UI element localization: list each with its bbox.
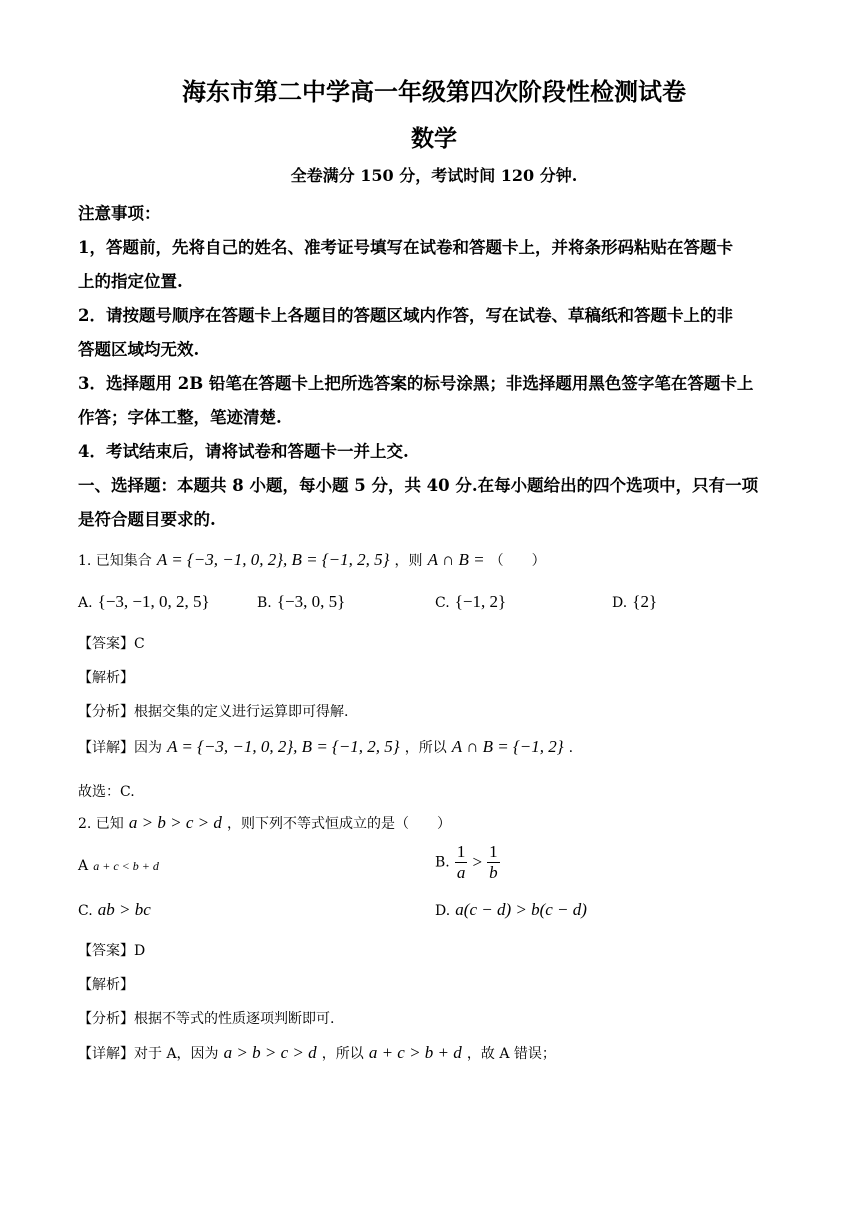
q2-option-b-label: B. xyxy=(435,854,450,871)
q1-choice: 故选：C. xyxy=(78,784,135,800)
q2-suffix: ，则下列不等式恒成立的是（ ） xyxy=(226,816,451,832)
q2-answer: 【答案】D xyxy=(78,943,146,959)
q2-option-d-value: a(c − d) > b(c − d) xyxy=(455,900,587,919)
q1-detail-result: A ∩ B = {−1, 2} xyxy=(451,737,564,756)
note-2-line-2: 答题区域均无效. xyxy=(78,340,200,359)
q2-option-c xyxy=(78,900,151,920)
q1-option-a-label: A. xyxy=(78,595,93,611)
section-1-line-1: 一、选择题：本题共 8 小题，每小题 5 分，共 40 分.在每小题给出的四个选项中，只有一项 xyxy=(78,476,759,495)
q2-option-b-fraction-2 xyxy=(487,842,500,883)
q1-option-c-label: C. xyxy=(435,595,450,611)
q1-option-b-label: B. xyxy=(257,595,272,611)
q2-option-d-label: D. xyxy=(435,903,451,919)
q2-option-a-value: a + c < b + d xyxy=(93,859,159,873)
q1-detail-prefix: 【详解】因为 xyxy=(78,740,162,756)
section-1-line-2: 是符合题目要求的. xyxy=(78,510,216,529)
q1-option-d-value: {2} xyxy=(632,592,658,611)
q2-detail-expression: a + c > b + d xyxy=(368,1043,462,1062)
q1-expression: A ∩ B = xyxy=(427,550,485,569)
q1-option-d-label: D. xyxy=(612,595,628,611)
q1-option-c xyxy=(435,592,506,612)
q2-detail-condition: a > b > c > d xyxy=(223,1043,317,1062)
q1-option-a xyxy=(78,592,210,612)
q2-option-b-gt: > xyxy=(472,852,483,872)
q2-analysis-heading: 【解析】 xyxy=(78,977,134,993)
q1-paren: （ ） xyxy=(489,553,546,569)
q1-mid: ，则 xyxy=(394,553,423,569)
q1-option-b-value: {−3, 0, 5} xyxy=(276,592,346,611)
q1-option-a-value: {−3, −1, 0, 2, 5} xyxy=(97,592,210,611)
notes-heading: 注意事项： xyxy=(78,204,161,223)
q2-detail xyxy=(78,1043,556,1063)
q2-option-a-label: A xyxy=(78,858,89,874)
note-1-line-1: 1，答题前，先将自己的姓名、准考证号填写在试卷和答题卡上，并将条形码粘贴在答题卡 xyxy=(78,238,733,257)
q1-fenxi: 【分析】根据交集的定义进行运算即可得解. xyxy=(78,704,349,720)
q2-prefix: 2. 已知 xyxy=(78,816,124,832)
q2-detail-end: ，故 A 错误； xyxy=(466,1046,556,1062)
note-4: 4．考试结束后，请将试卷和答题卡一并上交. xyxy=(78,442,409,461)
q1-detail-set: A = {−3, −1, 0, 2}, B = {−1, 2, 5} xyxy=(167,737,400,756)
q2-option-b-numerator-2: 1 xyxy=(489,842,498,861)
q2-option-b-numerator-1: 1 xyxy=(456,842,466,861)
q2-condition: a > b > c > d xyxy=(128,813,222,832)
q1-analysis-heading: 【解析】 xyxy=(78,670,134,686)
q1-prefix: 1. 已知集合 xyxy=(78,553,152,569)
subject-title: 数学 xyxy=(411,125,457,152)
note-3-line-1: 3．选择题用 2B 铅笔在答题卡上把所选答案的标号涂黑；非选择题用黑色签字笔在答题卡上 xyxy=(78,374,754,393)
q2-option-d xyxy=(435,900,587,920)
note-1-line-2: 上的指定位置. xyxy=(78,272,183,291)
exam-info: 全卷满分 150 分，考试时间 120 分钟. xyxy=(290,166,578,185)
question-2-stem xyxy=(78,813,451,833)
q2-option-b-fraction-1 xyxy=(455,842,468,883)
q2-option-a xyxy=(78,855,159,874)
q2-detail-mid: ，所以 xyxy=(321,1046,364,1062)
q2-option-b-denominator-2: b xyxy=(489,863,498,882)
q1-option-d xyxy=(612,592,657,612)
q2-option-b xyxy=(435,842,500,883)
q2-option-b-denominator-1: a xyxy=(456,863,466,882)
exam-title: 海东市第二中学高一年级第四次阶段性检测试卷 xyxy=(182,77,686,106)
q1-detail xyxy=(78,737,573,757)
note-2-line-1: 2．请按题号顺序在答题卡上各题目的答题区域内作答，写在试卷、草稿纸和答题卡上的非 xyxy=(78,306,733,325)
question-1-stem xyxy=(78,550,546,570)
q1-option-b xyxy=(257,592,345,612)
q2-option-c-label: C. xyxy=(78,903,93,919)
q1-detail-end: . xyxy=(568,740,574,756)
q1-option-c-value: {−1, 2} xyxy=(454,592,507,611)
q1-set-definition: A = {−3, −1, 0, 2}, B = {−1, 2, 5} xyxy=(156,550,390,569)
q2-fenxi: 【分析】根据不等式的性质逐项判断即可. xyxy=(78,1011,335,1027)
q2-option-c-value: ab > bc xyxy=(97,900,151,919)
q1-answer: 【答案】C xyxy=(78,636,145,652)
q2-detail-prefix: 【详解】对于 A，因为 xyxy=(78,1046,219,1062)
note-3-line-2: 作答；字体工整，笔迹清楚. xyxy=(78,408,282,427)
q1-detail-mid: ，所以 xyxy=(404,740,447,756)
